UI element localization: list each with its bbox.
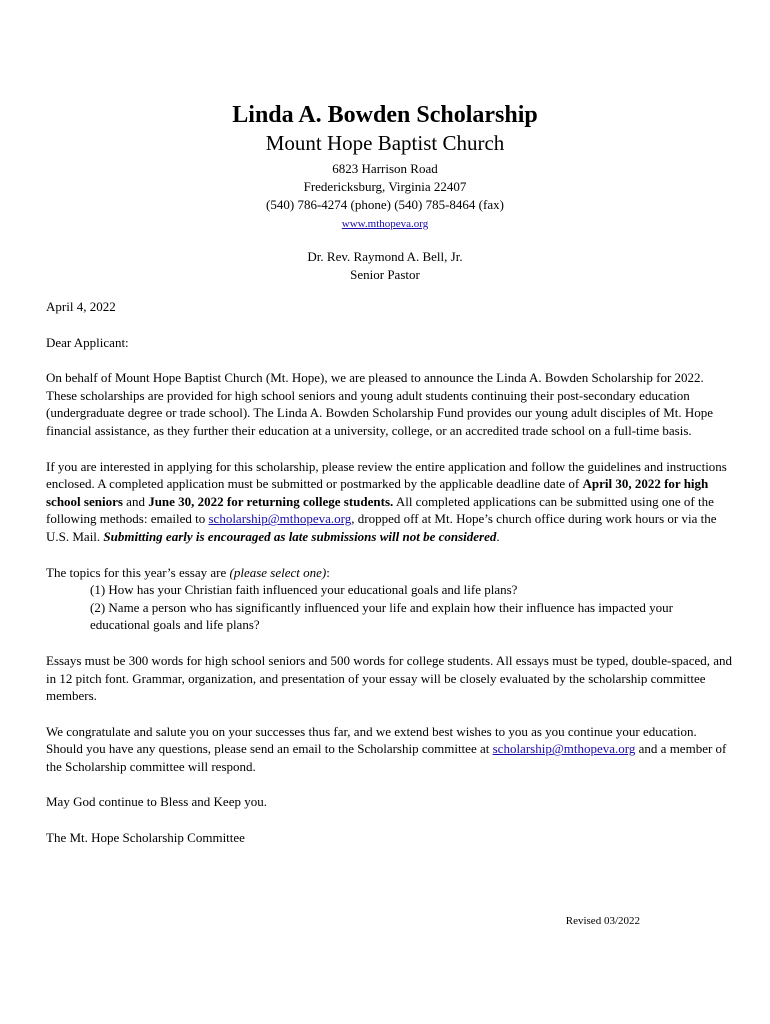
revision-date: Revised 03/2022: [565, 915, 640, 927]
paragraph-essay-requirements: Essays must be 300 words for high school seniors and 500 words for college students. All essays must be typed, double-spaced, and in 12 pitch font. Grammar, organization, and presentation of your essay will be closely evaluated by the scholarship committee members.: [46, 652, 733, 704]
congratulations-text: We congratulate and salute you on your successes thus far, and we extend best wishes to you as you continue your education. Should you have any questions, please send an email to the Scholarship committee at: [46, 723, 697, 757]
topics-intro: The topics for this year’s essay are: [46, 564, 230, 580]
pastor-block: [0, 248, 770, 284]
address-street: 6823 Harrison Road: [332, 161, 438, 176]
closing-blessing: May God continue to Bless and Keep you.: [46, 794, 267, 810]
application-text: and: [122, 493, 149, 509]
scholarship-email-link[interactable]: scholarship@mthopeva.org: [208, 511, 352, 527]
application-text: All completed applications can be submitted using one of the following methods: emailed to: [46, 493, 714, 527]
application-text: .: [496, 528, 500, 544]
paragraph-topics: [46, 564, 736, 634]
congratulations-text: and a member of the Scholarship committee will respond.: [46, 741, 727, 774]
phone-fax: (540) 786-4274 (phone) (540) 785-8464 (fax): [266, 197, 504, 212]
deadline-college: June 30, 2022 for returning college students.: [148, 493, 394, 509]
topics-select-note: (please select one): [229, 564, 327, 580]
application-text: , dropped off at Mt. Hope’s church office during work hours or via the U.S. Mail.: [46, 511, 717, 544]
pastor-title: Senior Pastor: [350, 267, 420, 282]
paragraph-application: [46, 458, 736, 546]
scholarship-email-link[interactable]: scholarship@mthopeva.org: [492, 741, 636, 757]
essay-topic-1: (1) How has your Christian faith influenced your educational goals and life plans?: [90, 582, 518, 598]
paragraph-congratulations: [46, 723, 736, 776]
paragraph-announcement: On behalf of Mount Hope Baptist Church (Mt. Hope), we are pleased to announce the Linda A. Bowden Scholarship for 2022. These scholarships are provided for high school seniors and young adult students continuing their post-secondary education (undergraduate degree or trade school). The Linda A. Bowden Scholarship Fund provides our young adult disciples of Mt. Hope financial assistance, as they further their education at a university, college, or an accredited trade school on a full-time basis.: [46, 370, 714, 438]
salutation: Dear Applicant:: [46, 334, 129, 350]
early-submission-note: Submitting early is encouraged as late submissions will not be considered: [103, 528, 497, 544]
topics-colon: :: [326, 564, 330, 580]
letter-date: April 4, 2022: [46, 299, 116, 314]
letterhead: [0, 100, 770, 284]
essay-topic-2: (2) Name a person who has significantly influenced your life and explain how their influence has impacted your educational goals and life plans?: [90, 599, 674, 633]
application-text: If you are interested in applying for this scholarship, please review the entire application and follow the guidelines and instructions enclosed. A completed application must be submitted or postmarked by the applicable deadline date of: [46, 458, 727, 492]
deadline-seniors: April 30, 2022 for high school seniors: [46, 476, 709, 509]
church-name: Mount Hope Baptist Church: [265, 131, 505, 155]
scholarship-title: Linda A. Bowden Scholarship: [232, 102, 538, 128]
website-link[interactable]: www.mthopeva.org: [341, 218, 429, 230]
signature: The Mt. Hope Scholarship Committee: [46, 830, 245, 846]
letter-body: [46, 298, 736, 865]
address-city: Fredericksburg, Virginia 22407: [303, 179, 467, 194]
pastor-name: Dr. Rev. Raymond A. Bell, Jr.: [307, 249, 463, 264]
